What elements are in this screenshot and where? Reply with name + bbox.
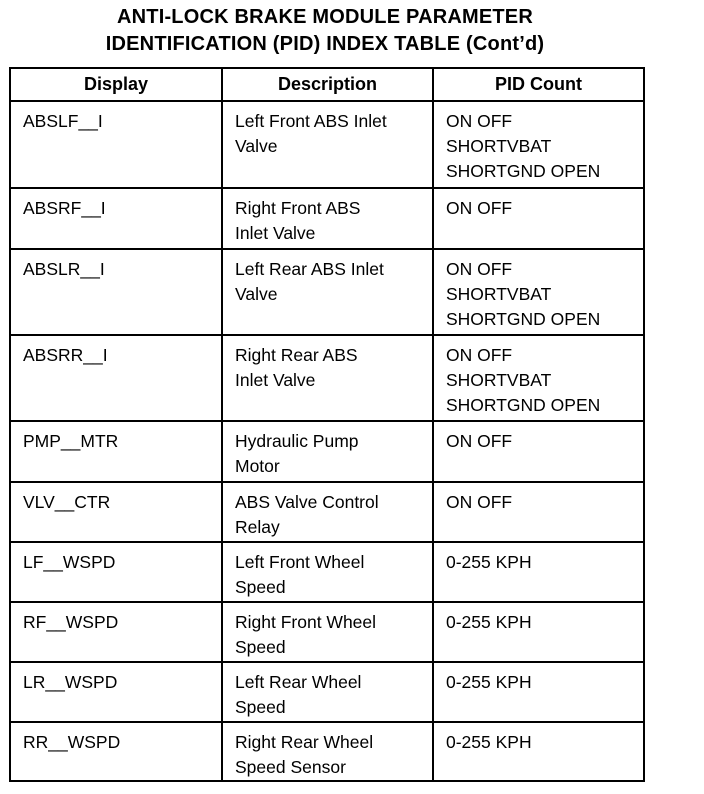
header-description: Description xyxy=(222,68,433,101)
table-row xyxy=(10,482,644,542)
pid-count-cell: ON OFF SHORTVBAT SHORTGND OPEN xyxy=(433,101,644,188)
pid-count-cell: 0-255 KPH xyxy=(433,722,644,781)
display-cell: ABSRF__I xyxy=(10,188,222,249)
table-row xyxy=(10,335,644,421)
document-title xyxy=(0,4,650,58)
display-cell: PMP__MTR xyxy=(10,421,222,482)
description-cell: Right Rear Wheel Speed Sensor xyxy=(222,722,433,781)
display-cell: ABSLF__I xyxy=(10,101,222,188)
header-display: Display xyxy=(10,68,222,101)
pid-count-cell: ON OFF xyxy=(433,188,644,249)
pid-count-cell: ON OFF xyxy=(433,421,644,482)
table-header-row xyxy=(10,68,644,101)
display-cell: LF__WSPD xyxy=(10,542,222,602)
display-cell: VLV__CTR xyxy=(10,482,222,542)
display-cell: LR__WSPD xyxy=(10,662,222,722)
description-cell: Right Front Wheel Speed xyxy=(222,602,433,662)
title-line-1: ANTI-LOCK BRAKE MODULE PARAMETER xyxy=(116,6,533,28)
display-cell: RF__WSPD xyxy=(10,602,222,662)
display-cell: ABSRR__I xyxy=(10,335,222,421)
description-cell: Left Rear Wheel Speed xyxy=(222,662,433,722)
table-row xyxy=(10,421,644,482)
pid-count-cell: 0-255 KPH xyxy=(433,602,644,662)
table-row xyxy=(10,249,644,335)
table-row xyxy=(10,602,644,662)
title-line-2: IDENTIFICATION (PID) INDEX TABLE (Cont’d) xyxy=(105,33,545,55)
description-cell: Left Front ABS Inlet Valve xyxy=(222,101,433,188)
header-pid-count: PID Count xyxy=(433,68,644,101)
pid-count-cell: 0-255 KPH xyxy=(433,542,644,602)
description-cell: Right Front ABS Inlet Valve xyxy=(222,188,433,249)
description-cell: Left Front Wheel Speed xyxy=(222,542,433,602)
pid-count-cell: ON OFF SHORTVBAT SHORTGND OPEN xyxy=(433,335,644,421)
description-cell: Right Rear ABS Inlet Valve xyxy=(222,335,433,421)
description-cell: ABS Valve Control Relay xyxy=(222,482,433,542)
pid-count-cell: ON OFF SHORTVBAT SHORTGND OPEN xyxy=(433,249,644,335)
table-row xyxy=(10,662,644,722)
table-row xyxy=(10,542,644,602)
table-row xyxy=(10,101,644,188)
pid-count-cell: ON OFF xyxy=(433,482,644,542)
description-cell: Left Rear ABS Inlet Valve xyxy=(222,249,433,335)
display-cell: RR__WSPD xyxy=(10,722,222,781)
table-row xyxy=(10,188,644,249)
description-cell: Hydraulic Pump Motor xyxy=(222,421,433,482)
display-cell: ABSLR__I xyxy=(10,249,222,335)
table-row xyxy=(10,722,644,781)
pid-count-cell: 0-255 KPH xyxy=(433,662,644,722)
pid-index-table xyxy=(9,67,645,782)
